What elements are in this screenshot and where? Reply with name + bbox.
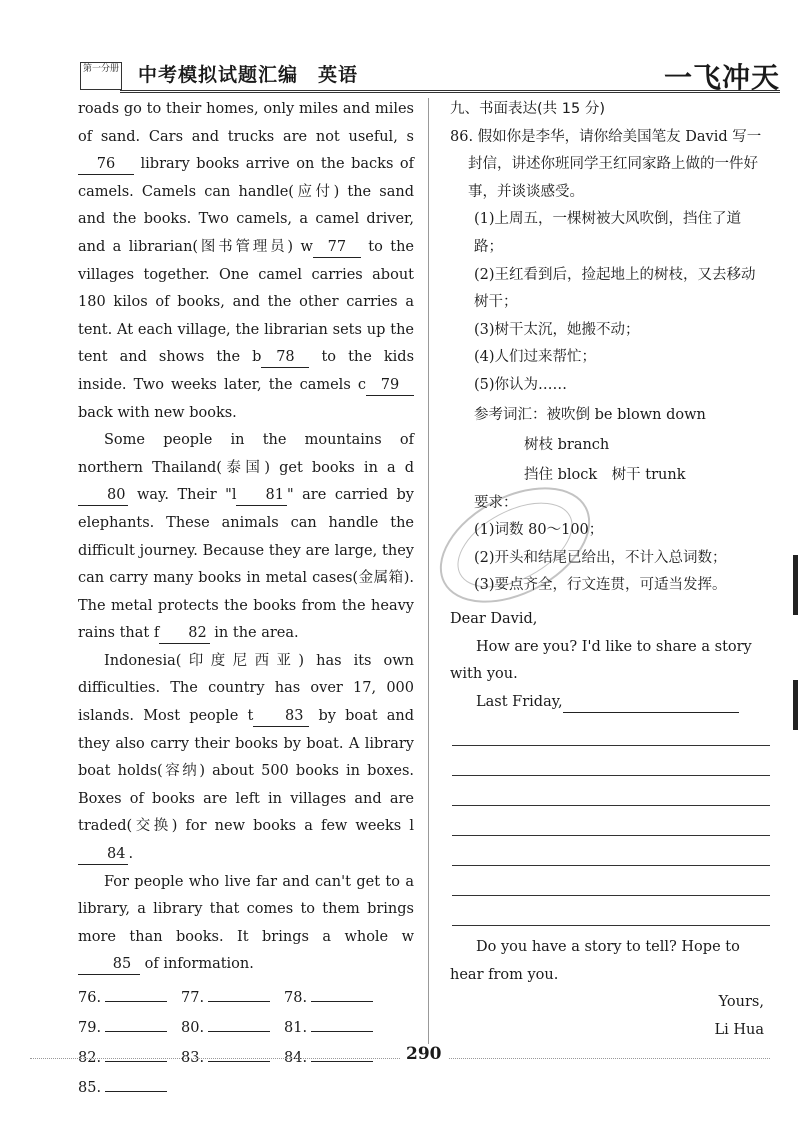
blank-80: 80 [78,485,128,506]
vocab-item: 挡住 block 树干 trunk [524,466,686,483]
answer-line[interactable] [311,1013,373,1032]
answer-line[interactable] [105,983,167,1002]
letter-greeting: Dear David, [450,610,538,627]
prompt-point: (2)王红看到后，捡起地上的树枝，又去移动树干； [474,266,756,311]
prompt-point: (4)人们过来帮忙； [474,349,597,366]
letter-opening: How are you? I'd like to share a story with you. [450,638,752,683]
writing-line[interactable] [452,896,770,926]
paragraph: roads go to their homes, only miles and miles of sand. Cars and trucks are not useful, s76 library books arrive on the backs of camels. Camels can handle(应付) the sand and the books. Two camels, a camel driver, and a librarian(图书管理员) w 77 to the villages together. One camel carries about 180 kilos of books, and the other carries a tent. At each village, the librarian sets up the tent and shows the b 78 to the kids inside. Two weeks later, the camels c 79 back with new books. [78,101,415,421]
requirements-label: 要求： [474,494,518,511]
blank-79: 79 [366,375,414,396]
header-rule [120,90,780,93]
answer-item: 84. [284,1043,387,1073]
blank-82: 82 [159,623,209,644]
column-divider [428,98,429,1058]
blank-77: 77 [313,237,361,258]
blank-78: 78 [261,347,309,368]
answer-item: 78. [284,983,387,1013]
book-title: 中考模拟试题汇编 英语 [138,64,359,86]
answer-blanks [78,983,414,1103]
answer-line[interactable] [208,1013,270,1032]
writing-line[interactable] [452,806,770,836]
page-header [80,52,780,92]
answer-row [78,1013,414,1043]
book-logo: 第一分册 [80,62,122,90]
writing-prompt: 86. 假如你是李华，请你给美国笔友 David 写一封信，讲述你班同学王红同家路上做的一件好事，并谈谈感受。 [450,128,762,200]
scan-edge-mark [793,680,798,730]
section-title: 九、书面表达(共 15 分) [450,101,605,117]
vocab-label: 参考词汇：被吹倒 be blown down [474,406,706,423]
answer-line[interactable] [105,1073,167,1092]
blank-84: 84 [78,844,128,865]
letter-signature: Li Hua [714,1022,764,1039]
answer-item: 82. [78,1043,181,1073]
writing-line[interactable] [452,836,770,866]
prompt-point: (1)上周五，一棵树被大风吹倒，挡住了道路； [474,211,742,255]
answer-item: 79. [78,1013,181,1043]
reading-passage [78,96,414,1103]
scan-edge-mark [793,555,798,615]
letter-closing: Do you have a story to tell? Hope to hear from you. [450,939,740,983]
answer-line[interactable] [208,983,270,1002]
answer-item: 76. [78,983,181,1013]
page-number: 290 [400,1044,448,1064]
answer-item: 83. [181,1043,284,1073]
letter-template [450,606,770,1045]
paragraph: Indonesia(印度尼西亚) has its own difficulties. The country has over 17, 000 islands. Most people t 83 by boat and they also carry their books by boat. A library boat holds(容纳) about 500 books in boxes. Boxes of books are left in villages and are traded(交换) for new books a few weeks l84 . [78,648,414,869]
paragraph: Some people in the mountains of northern Thailand(泰国) get books in a d80 way. Their "l 81 " are carried by elephants. These animals can handle the difficult journey. Because they are large, they can carry many books in metal cases(金属箱). The metal protects the books from the heavy rains that f 82 in the area. [78,427,414,648]
prompt-point: (3)树干太沉，她搬不动； [474,321,640,338]
writing-line[interactable] [452,716,770,746]
answer-row [78,1073,414,1103]
vocab-item: 树枝 branch [524,436,610,453]
letter-start: Last Friday, [450,689,770,717]
writing-line[interactable] [452,776,770,806]
blank-85: 85 [78,954,140,975]
paragraph: For people who live far and can't get to a library, a library that comes to them brings more than books. It brings a whole w85 of information. [78,869,414,979]
brand-title: 一飞冲天 [663,61,780,94]
blank-76: 76 [78,154,134,175]
answer-row [78,983,414,1013]
letter-yours: Yours, [718,994,764,1011]
answer-line[interactable] [311,983,373,1002]
blank-83: 83 [253,706,309,727]
answer-item: 77. [181,983,284,1013]
requirement: (1)词数 80～100； [474,522,604,539]
writing-line[interactable] [563,692,739,713]
requirement: (2)开头和结尾已给出，不计入总词数； [474,549,727,566]
answer-item: 85. [78,1073,181,1103]
prompt-point: (5)你认为…… [474,376,568,393]
answer-item: 81. [284,1013,387,1043]
writing-line[interactable] [452,746,770,776]
writing-line[interactable] [452,866,770,896]
answer-item: 80. [181,1013,284,1043]
answer-line[interactable] [105,1013,167,1032]
requirement: (3)要点齐全，行文连贯，可适当发挥。 [474,577,727,594]
blank-81: 81 [236,485,286,506]
page-footer [30,1044,770,1068]
